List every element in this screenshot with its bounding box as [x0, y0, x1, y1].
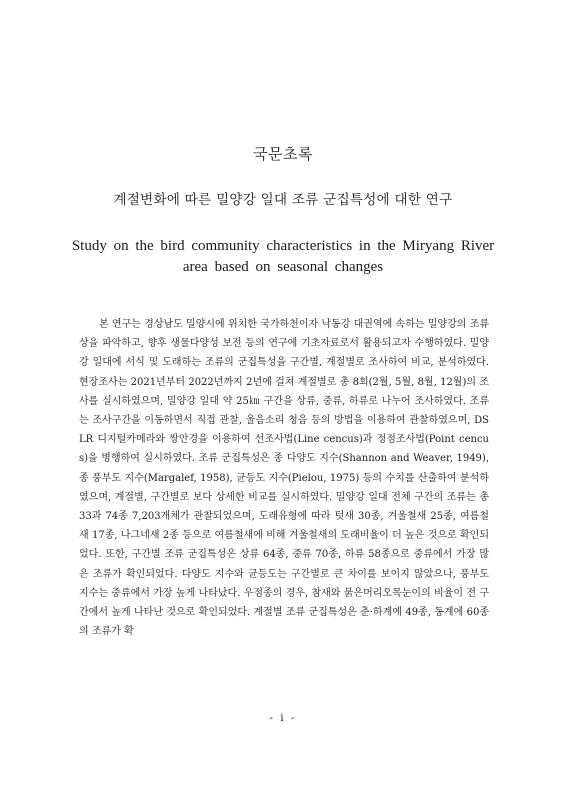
page-number: - i -: [269, 712, 297, 724]
english-title: Study on the bird community characteristics in the Miryang River area based on seasonal changes: [71, 238, 495, 275]
abstract-body: 본 연구는 경상남도 밀양시에 위치한 국가하천이자 낙동강 대권역에 속하는 밀양강의 조류상을 파악하고, 향후 생물다양성 보전 등의 연구에 기초자료로서 활용되고자 수행하였다. 밀양강 일대에 서식 및 도래하는 조류의 군집특성을 구간별, 계절별로 조사하여 비교, 분석하였다. 현장조사는 2021년부터 2022년까지 2년에 걸쳐 계절별로 총 8회(2월, 5월, 8월, 12월)의 조사를 실시하였으며, 밀양강 일대 약 25㎞ 구간을 상류, 중류, 하류로 나누어 조사하였다. 조류는 조사구간을 이동하면서 직접 관찰, 울음소리 청음 등의 방법을 이용하여 관찰하였으며, DSLR 디지털카메라와 쌍안경을 이용하여 선조사법(Line cencus)과 정점조사법(Point cencus)을 병행하여 실시하였다. 조류 군집특성은 종 다양도 지수(Shannon and Weaver, 1949), 종 풍부도 지수(Margalef, 1958), 균등도 지수(Pielou, 1975) 등의 수치를 산출하여 분석하였으며, 계절별, 구간별로 보다 상세한 비교를 실시하였다. 밀양강 일대 전체 구간의 조류는 총 33과 74종 7,203개체가 관찰되었으며, 도래유형에 따라 텃새 30종, 겨울철새 25종, 여름철새 17종, 나그네새 2종 등으로 여름철새에 비해 겨울철새의 도래비율이 더 높은 것으로 확인되었다. 또한, 구간별 조류 군집특성은 상류 64종, 중류 70종, 하류 58종으로 중류에서 가장 많은 조류가 확인되었다. 다양도 지수와 균등도는 구간별로 큰 차이를 보이지 않았으나, 풍부도 지수는 중류에서 가장 높게 나타났다. 우점종의 경우, 참새와 붉은머리오목눈이의 비율이 전 구간에서 높게 나타난 것으로 확인되었다. 계절별 조류 군집특성은 춘·하계에 49종, 동계에 60종의 조류가 확: [79, 319, 489, 638]
abstract-heading: 국문초록: [253, 145, 313, 163]
korean-title: 계절변화에 따른 밀양강 일대 조류 군집특성에 대한 연구: [113, 192, 453, 208]
